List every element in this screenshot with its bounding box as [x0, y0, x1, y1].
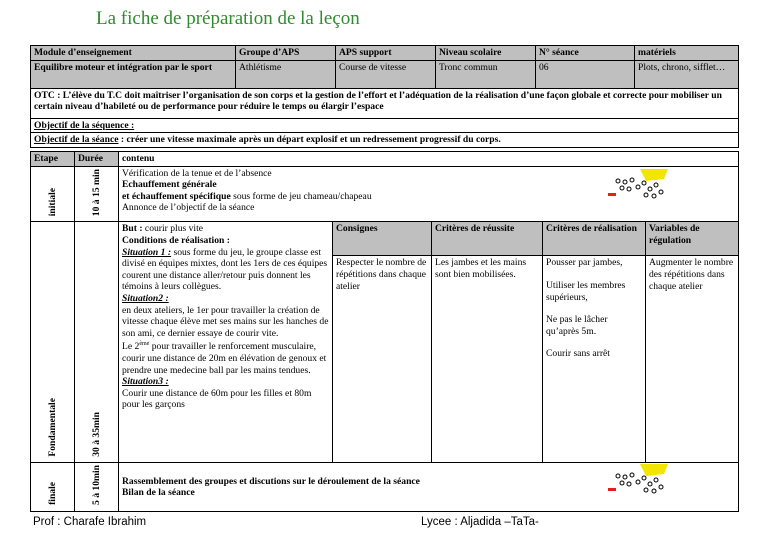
contenu-finale: Rassemblement des groupes et discutions sur le déroulement de la séance Bilan de la séance [119, 463, 739, 512]
col-etape: Etape [31, 152, 75, 167]
duree-finale: 5 à 10min [75, 463, 119, 512]
module-value: Equilibre moteur et intégration par le sport [31, 60, 236, 88]
footer-prof: Prof : Charafe Ibrahim [33, 516, 147, 528]
consignes-header: Consignes [333, 222, 432, 256]
variables-value: Augmenter le nombre des répétitions dans chaque atelier [646, 256, 739, 463]
header-groupe: Groupe d’APS [236, 46, 336, 61]
aps-value: Course de vitesse [336, 60, 436, 88]
etape-fondamentale: Fondamentale [31, 222, 75, 463]
contenu-fondamentale: But : courir plus vite Conditions de réalisation : Situation 1 : sous forme du jeu, le groupe classe est divisé en équipes mixtes, dont les 1ers de ces équipes courent une distance aller/retour puis donnent les témoins à leurs collègues. Situation2 : en deux ateliers, le 1er pour travailler la création de vitesse chaque élève met ses mains sur les hanches de son ami, ce dernier essaye de courir vite. Le 2ème pour travailler le renforcement musculaire, courir une distance de 20m en élévation de genoux et prendre une medecine ball par les mains tendues. Situation3 : Courir une distance de 60m pour les filles et 80m pour les garçons [119, 222, 333, 463]
criteres-reussite-value: Les jambes et les mains sont bien mobilisées. [432, 256, 543, 463]
header-aps: APS support [336, 46, 436, 61]
col-contenu: contenu [119, 152, 739, 167]
duree-initiale: 10 à 15 min [75, 166, 119, 222]
header-materiels: matériels [635, 46, 739, 61]
materiels-value: Plots, chrono, sifflet… [635, 60, 739, 88]
header-seance: N° séance [536, 46, 635, 61]
contenu-initiale: Vérification de la tenue et de l’absence Echauffement générale et échauffement spécifique sous forme de jeu chameau/chapeau Annonce de l’objectif de la séance [119, 166, 739, 222]
groupe-value: Athlétisme [236, 60, 336, 88]
objectif-seance: Objectif de la séance : créer une vitesse maximale après un départ explosif et un redressement progressif du corps. [31, 133, 739, 148]
objectif-sequence: Objectif de la séquence : [31, 118, 739, 133]
info-table [30, 45, 739, 148]
duree-fondamentale: 30 à 35min [75, 222, 119, 463]
criteres-reussite-header: Critères de réussite [432, 222, 543, 256]
etape-initiale: initiale [31, 166, 75, 222]
criteres-realisation-value: Pousser par jambes, Utiliser les membres supérieurs, Ne pas le lâcher qu’après 5m. Courir sans arrêt [543, 256, 646, 463]
footer-lycee: Lycee : Aljadida –TaTa- [421, 516, 539, 528]
header-module: Module d’enseignement [31, 46, 236, 61]
page-title: La fiche de préparation de la leçon [96, 8, 360, 29]
header-niveau: Niveau scolaire [436, 46, 536, 61]
cones-illustration-icon [598, 169, 678, 203]
lesson-table [30, 151, 739, 512]
variables-header: Variables de régulation [646, 222, 739, 256]
consignes-value: Respecter le nombre de répétitions dans chaque atelier [333, 256, 432, 463]
criteres-realisation-header: Critères de réalisation [543, 222, 646, 256]
etape-finale: finale [31, 463, 75, 512]
seance-value: 06 [536, 60, 635, 88]
niveau-value: Tronc commun [436, 60, 536, 88]
otc-text: OTC : L’élève du T.C doit maîtriser l’organisation de son corps et la gestion de l’effort et l’adéquation de la réalisation d’une façon globale et correcte pour mobiliser un certain niveau d’habileté ou de performance pour réduire le temps ou élargir l’espace [31, 88, 739, 118]
cones-illustration-final-icon [598, 464, 678, 498]
col-duree: Durée [75, 152, 119, 167]
